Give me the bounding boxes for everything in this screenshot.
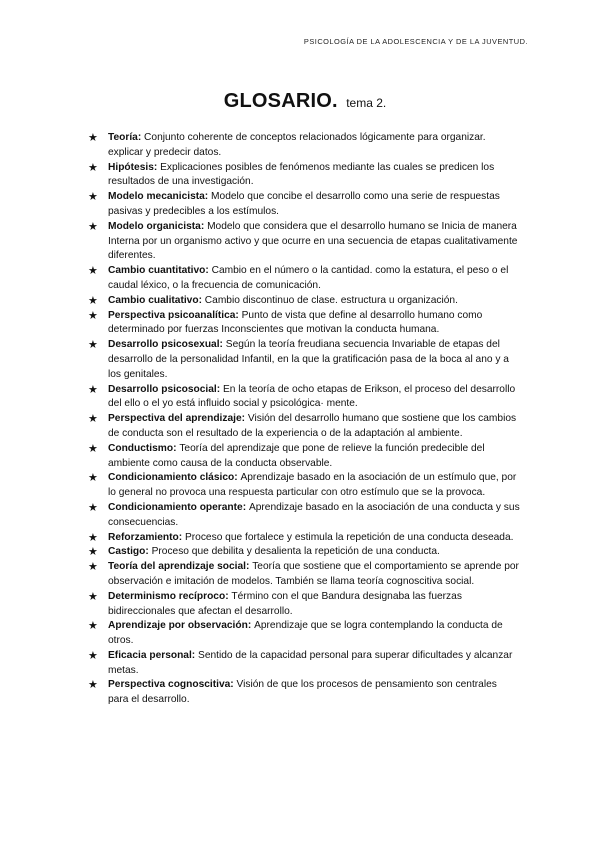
glossary-entry: [88, 545, 520, 560]
star-bullet-icon: ★: [88, 220, 98, 233]
glossary-entry: [88, 531, 520, 546]
glossary-definition: Aprendizaje basado en la asociación de una conducta y sus consecuencias.: [108, 501, 520, 528]
glossary-definition: Término con el que Bandura designaba las fuerzas bidireccionales que afectan el desarrollo.: [108, 590, 462, 617]
glossary-term: Teoría del aprendizaje social:: [108, 561, 253, 573]
star-bullet-icon: ★: [88, 649, 98, 662]
glossary-entry: [88, 590, 520, 620]
glossary-term: Cambio cuantitativo:: [108, 265, 212, 277]
star-bullet-icon: ★: [88, 309, 98, 322]
glossary-term: Teoría:: [108, 132, 145, 143]
title-subtitle: tema 2.: [346, 96, 387, 110]
glossary-entry: [88, 161, 520, 191]
glossary-term: Modelo mecanicista:: [108, 191, 212, 203]
star-bullet-icon: ★: [88, 442, 98, 455]
glossary-term: Desarrollo psicosexual:: [108, 339, 226, 351]
glossary-definition: Modelo que concibe el desarrollo como una serie de respuestas pasivas y predecibles a los estímulos.: [108, 191, 500, 217]
glossary-entry: [88, 678, 520, 708]
glossary-definition: Aprendizaje basado en la asociación de un estímulo que, por lo general no provoca una respuesta particular con otro estímulo que se la provoca.: [108, 472, 517, 499]
glossary-definition: Visión de que los procesos de pensamiento son centrales para el desarrollo.: [108, 679, 497, 706]
glossary-term: Hipótesis:: [108, 161, 161, 173]
glossary-entry: [88, 264, 520, 294]
glossary-entry: [88, 442, 520, 472]
glossary-definition: Visión del desarrollo humano que sostiene que los cambios de conducta son el resultado de la experiencia o de la adaptación al ambiente.: [108, 413, 517, 439]
glossary-term: Condicionamiento clásico:: [108, 472, 241, 484]
glossary-entry: [88, 131, 520, 161]
glossary-entry: [88, 560, 520, 590]
star-bullet-icon: ★: [88, 531, 98, 544]
glossary-definition: Cambio en el número o la cantidad. como la estatura, el peso o el caudal léxico, o la frecuencia de comunicación.: [108, 265, 509, 291]
glossary-term: Modelo organicista:: [108, 220, 208, 232]
glossary-definition: Sentido de la capacidad personal para superar dificultades y alcanzar metas.: [108, 649, 513, 676]
glossary-definition: Punto de vista que define al desarrollo humano como determinado por fuerzas Inconscientes que motivan la conducta humana.: [108, 309, 483, 336]
star-bullet-icon: ★: [88, 383, 98, 396]
glossary-term: Aprendizaje por observación:: [108, 620, 255, 632]
star-bullet-icon: ★: [88, 679, 98, 692]
glossary-entry: [88, 309, 520, 339]
glossary-term: Cambio cualitativo:: [108, 294, 205, 306]
running-header: PSICOLOGÍA DE LA ADOLESCENCIA Y DE LA JUVENTUD.: [303, 37, 528, 46]
star-bullet-icon: ★: [88, 561, 98, 574]
glossary-term: Castigo:: [108, 546, 152, 558]
star-bullet-icon: ★: [88, 590, 98, 603]
glossary-entry: [88, 501, 520, 531]
star-bullet-icon: ★: [88, 620, 98, 633]
star-bullet-icon: ★: [88, 265, 98, 278]
glossary-definition: En la teoría de ocho etapas de Erikson, el proceso del desarrollo del ello o el yo está influido social y psicológica· mente.: [108, 383, 516, 410]
glossary-term: Desarrollo psicosocial:: [108, 383, 223, 395]
star-bullet-icon: ★: [88, 161, 98, 174]
glossary-list: [88, 131, 520, 708]
star-bullet-icon: ★: [88, 339, 98, 352]
glossary-entry: [88, 294, 520, 309]
star-bullet-icon: ★: [88, 191, 98, 204]
glossary-term: Reforzamiento:: [108, 531, 185, 543]
glossary-entry: [88, 619, 520, 649]
glossary-definition: Explicaciones posibles de fenómenos mediante las cuales se predicen los resultados de una investigación.: [108, 161, 495, 188]
glossary-definition: Modelo que considera que el desarrollo humano se Inicia de manera Interna por un organismo activo y que ocurre en una secuencia de etapas cualitativamente diferentes.: [108, 220, 518, 262]
glossary-entry: [88, 412, 520, 442]
glossary-entry: [88, 471, 520, 501]
glossary-entry: [88, 649, 520, 679]
glossary-definition: Según la teoría freudiana secuencia Invariable de etapas del desarrollo de la personalidad Infantil, en la que la gratificación pasa de la boca al ano y a los genitales.: [108, 339, 509, 380]
page-title: [0, 90, 600, 113]
star-bullet-icon: ★: [88, 413, 98, 426]
glossary-term: Perspectiva psicoanalítica:: [108, 309, 242, 321]
glossary-definition: Teoría del aprendizaje que pone de relieve la función predecible del ambiente como causa de la conducta observable.: [108, 442, 485, 469]
glossary-definition: Aprendizaje que se logra contemplando la conducta de otros.: [108, 620, 503, 647]
star-bullet-icon: ★: [88, 294, 98, 307]
glossary-definition: Cambio discontinuo de clase. estructura u organización.: [204, 294, 458, 306]
star-bullet-icon: ★: [88, 472, 98, 485]
glossary-definition: Conjunto coherente de conceptos relacionados lógicamente para organizar. explicar y predecir datos.: [108, 132, 486, 158]
glossary-entry: [88, 190, 520, 220]
glossary-definition: Proceso que fortalece y estimula la repetición de una conducta deseada.: [184, 531, 514, 543]
star-bullet-icon: ★: [88, 501, 98, 514]
title-main: GLOSARIO.: [223, 90, 338, 112]
glossary-term: Eficacia personal:: [108, 649, 199, 661]
glossary-term: Perspectiva del aprendizaje:: [108, 413, 248, 425]
star-bullet-icon: ★: [88, 546, 98, 559]
glossary-definition: Proceso que debilita y desalienta la repetición de una conducta.: [151, 546, 440, 558]
glossary-term: Conductismo:: [108, 442, 180, 454]
glossary-term: Condicionamiento operante:: [108, 501, 249, 513]
glossary-entry: [88, 220, 520, 264]
glossary-entry: [88, 338, 520, 382]
glossary-entry: [88, 383, 520, 413]
glossary-definition: Teoría que sostiene que el comportamiento se aprende por observación e imitación de modelos. También se llama teoría cognoscitiva social.: [108, 561, 519, 587]
glossary-term: Perspectiva cognoscitiva:: [108, 679, 237, 691]
star-bullet-icon: ★: [88, 132, 98, 144]
glossary-term: Determinismo recíproco:: [108, 590, 232, 602]
